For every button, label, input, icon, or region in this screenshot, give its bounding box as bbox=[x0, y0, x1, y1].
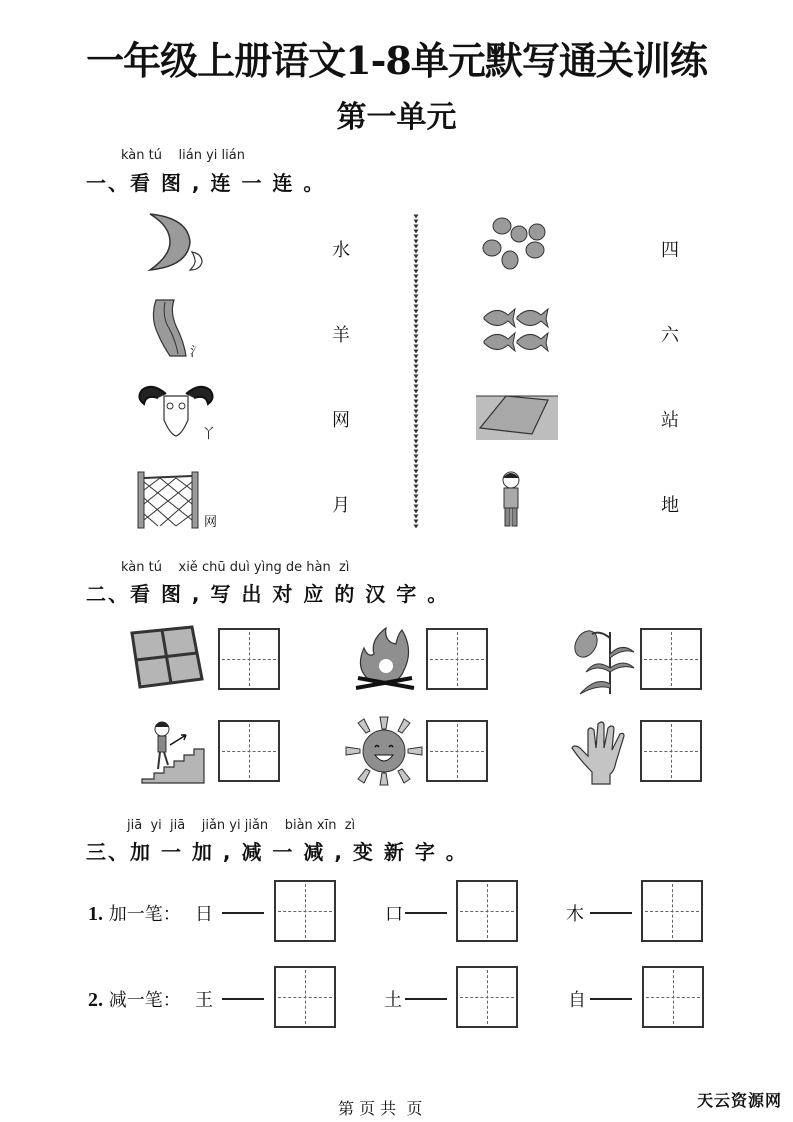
sheep-picture bbox=[136, 380, 218, 442]
char-zi: 自 bbox=[568, 990, 586, 1011]
answer-box-s2-3[interactable] bbox=[640, 628, 702, 690]
page-title: 一年级上册语文1-8单元默写通关训练 bbox=[86, 38, 707, 83]
dash-line bbox=[222, 912, 264, 914]
answer-box-s2-1[interactable] bbox=[218, 628, 280, 690]
section1-heading: 一、看 图 , 连 一 连 。 bbox=[86, 171, 326, 195]
left-char-1: 水 bbox=[332, 240, 350, 261]
char-tu: 土 bbox=[384, 990, 402, 1011]
question-label: 加一笔： bbox=[108, 904, 181, 925]
answer-box-s2-4[interactable] bbox=[218, 720, 280, 782]
right-char-1: 四 bbox=[661, 240, 679, 261]
left-char-4: 月 bbox=[332, 495, 350, 516]
fire-picture bbox=[352, 624, 418, 694]
right-char-3: 站 bbox=[661, 410, 679, 431]
section2-heading: 二、看 图 , 写 出 对 应 的 汉 字 。 bbox=[86, 582, 450, 606]
dash-line bbox=[405, 912, 447, 914]
char-ri: 日 bbox=[195, 904, 213, 925]
answer-box-s2-6[interactable] bbox=[640, 720, 702, 782]
unit-subtitle: 第一单元 bbox=[336, 100, 457, 135]
right-char-4: 地 bbox=[661, 495, 679, 516]
question-number: 2. bbox=[88, 989, 103, 1011]
char-mu: 木 bbox=[566, 904, 584, 925]
answer-box-s2-2[interactable] bbox=[426, 628, 488, 690]
dash-line bbox=[590, 998, 632, 1000]
svg-text:网: 网 bbox=[204, 515, 218, 530]
dash-line bbox=[405, 998, 447, 1000]
remove-stroke-label bbox=[88, 986, 181, 1012]
answer-box-s3-1[interactable] bbox=[274, 880, 336, 942]
moon-picture bbox=[140, 212, 210, 274]
char-kou: 口 bbox=[385, 904, 403, 925]
hand-picture bbox=[570, 720, 634, 786]
rice-plant-picture bbox=[574, 624, 638, 696]
answer-box-s2-5[interactable] bbox=[426, 720, 488, 782]
boy-standing-picture bbox=[498, 470, 524, 528]
section3-pinyin: jiā yi jiā jiǎn yi jiǎn biàn xīn zì bbox=[127, 818, 356, 833]
answer-box-s3-2[interactable] bbox=[456, 880, 518, 942]
field-picture bbox=[476, 392, 558, 440]
five-chicks-picture bbox=[482, 214, 552, 274]
char-wang: 王 bbox=[195, 990, 213, 1011]
four-fish-picture bbox=[482, 305, 552, 355]
page-number-footer: 第 页 共 页 bbox=[338, 1099, 423, 1118]
answer-box-s3-3[interactable] bbox=[641, 880, 703, 942]
answer-box-s3-4[interactable] bbox=[274, 966, 336, 1028]
climbing-stairs-picture bbox=[140, 715, 206, 785]
net-picture bbox=[136, 468, 226, 530]
field-grid-picture bbox=[128, 625, 206, 691]
watermark: 天云资源网 bbox=[697, 1091, 783, 1110]
section1-pinyin: kàn tú lián yi lián bbox=[121, 148, 245, 163]
left-char-3: 网 bbox=[332, 410, 350, 431]
section3-heading: 三、加 一 加 , 减 一 减 , 变 新 字 。 bbox=[86, 840, 468, 864]
svg-text:丫: 丫 bbox=[202, 427, 216, 442]
water-picture bbox=[148, 298, 206, 360]
dotted-divider bbox=[412, 214, 420, 528]
question-label: 减一笔： bbox=[108, 990, 181, 1011]
sun-picture bbox=[344, 713, 424, 789]
answer-box-s3-5[interactable] bbox=[456, 966, 518, 1028]
right-char-2: 六 bbox=[661, 325, 679, 346]
answer-box-s3-6[interactable] bbox=[642, 966, 704, 1028]
add-stroke-label bbox=[88, 900, 181, 926]
dash-line bbox=[222, 998, 264, 1000]
dash-line bbox=[590, 912, 632, 914]
section2-pinyin: kàn tú xiě chū duì yìng de hàn zì bbox=[121, 560, 350, 575]
left-char-2: 羊 bbox=[332, 325, 350, 346]
question-number: 1. bbox=[88, 903, 103, 925]
svg-text:氵: 氵 bbox=[190, 345, 204, 360]
